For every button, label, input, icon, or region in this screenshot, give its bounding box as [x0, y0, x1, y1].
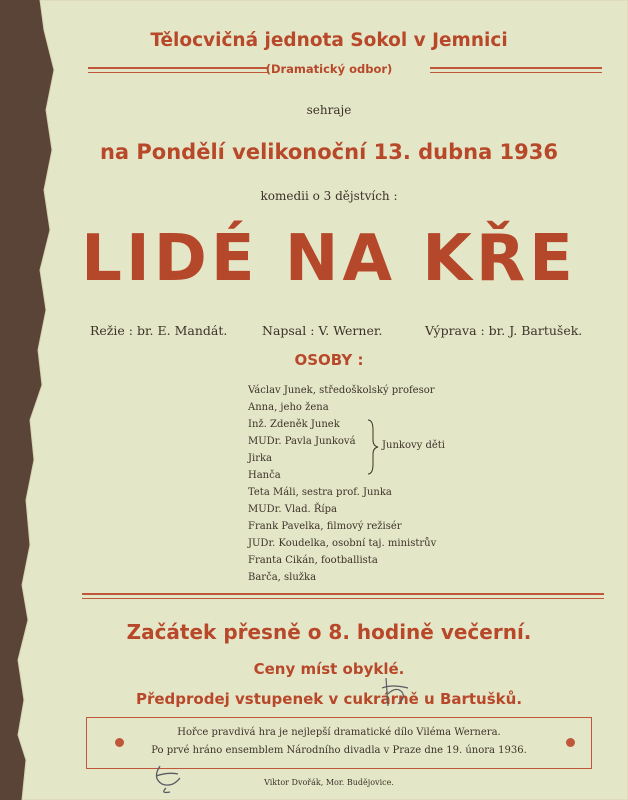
pencil-mark — [150, 758, 190, 796]
cast-item: Barča, služka — [248, 572, 317, 583]
intro-text: sehraje — [306, 103, 352, 117]
divider-bottom — [82, 598, 604, 599]
cast-item: Inž. Zdeněk Junek — [248, 419, 340, 430]
play-title: LIDÉ NA KŘE — [81, 222, 577, 296]
credit-director: Režie : br. E. Mandát. — [90, 323, 228, 338]
cast-heading: OSOBY : — [294, 351, 364, 369]
cast-item: Jirka — [248, 453, 273, 464]
cast-item: MUDr. Vlad. Řípa — [248, 504, 337, 515]
cast-item: Hanča — [248, 470, 281, 481]
cast-group-brace — [366, 418, 380, 476]
cast-item: Teta Máli, sestra prof. Junka — [248, 487, 392, 498]
cast-item: Anna, jeho žena — [248, 402, 329, 413]
prices-line: Ceny míst obyklé. — [253, 660, 405, 678]
cast-item: Václav Junek, středoškolský profesor — [248, 385, 435, 396]
divider-top — [82, 593, 604, 595]
pencil-mark — [378, 674, 414, 710]
cast-item: JUDr. Koudelka, osobní taj. ministrův — [248, 538, 437, 549]
note-line-2: Po prvé hráno ensemblem Národního divadla v Praze dne 19. února 1936. — [151, 745, 527, 756]
note-line-1: Hořce pravdivá hra je nejlepší dramatické dílo Viléma Wernera. — [177, 727, 501, 738]
date-line: na Pondělí velikonoční 13. dubna 1936 — [99, 140, 559, 164]
organization-title: Tělocvičná jednota Sokol v Jemnici — [150, 30, 508, 51]
credit-author: Napsal : V. Werner. — [262, 323, 383, 338]
cast-item: MUDr. Pavla Junková — [248, 436, 356, 447]
presale-line: Předprodej vstupenek v cukrárně u Bartušků. — [135, 690, 523, 708]
department-label: (Dramatický odbor) — [265, 62, 393, 76]
start-line: Začátek přesně o 8. hodině večerní. — [126, 620, 532, 644]
genre-line: komedii o 3 dějstvích : — [260, 189, 398, 203]
cast-group-label: Junkovy děti — [382, 440, 445, 451]
cast-item: Franta Cikán, footballista — [248, 555, 378, 566]
cast-item: Frank Pavelka, filmový režisér — [248, 521, 402, 532]
printer-credit: Viktor Dvořák, Mor. Budějovice. — [264, 778, 394, 787]
credit-design: Výprava : br. J. Bartušek. — [425, 323, 583, 338]
